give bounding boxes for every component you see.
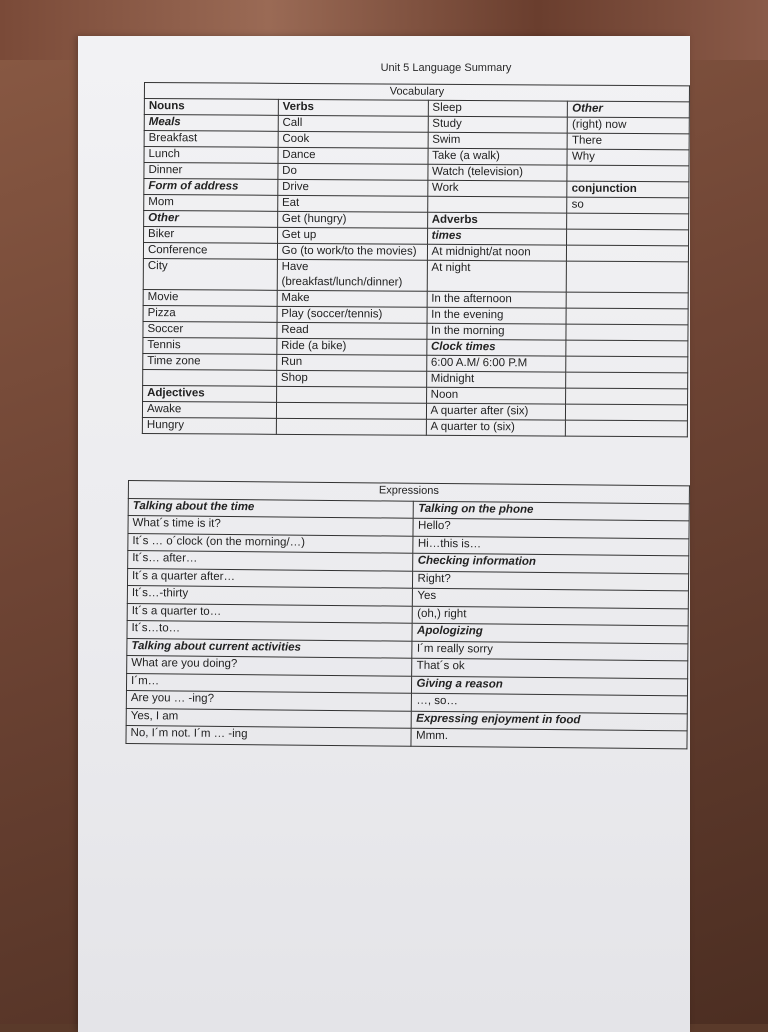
expressions-cell: It´s … o´clock (on the morning/…)	[128, 533, 414, 553]
vocabulary-cell: Ride (a bike)	[277, 338, 427, 355]
expressions-cell: (oh,) right	[413, 606, 689, 626]
vocabulary-cell: Clock times	[426, 339, 566, 356]
vocabulary-cell: Nouns	[144, 99, 278, 116]
expressions-cell: What´s time is it?	[128, 516, 414, 536]
expressions-cell: Hello?	[413, 518, 689, 538]
vocabulary-row	[143, 258, 688, 292]
vocabulary-cell: Cook	[278, 131, 428, 148]
vocabulary-cell: Adjectives	[143, 385, 277, 402]
vocabulary-cell: Have (breakfast/lunch/dinner)	[277, 259, 427, 291]
vocabulary-cell: Noon	[426, 387, 566, 404]
vocabulary-cell: Soccer	[143, 321, 277, 338]
vocabulary-cell: Eat	[277, 195, 427, 212]
expressions-cell: Yes, I am	[126, 708, 412, 728]
vocabulary-cell: Swim	[428, 132, 568, 149]
expressions-cell: That´s ok	[412, 658, 688, 678]
vocabulary-cell: Sleep	[428, 100, 568, 117]
vocabulary-cell: Get (hungry)	[277, 211, 427, 228]
expressions-cell: It´s a quarter to…	[127, 603, 413, 623]
vocabulary-cell: Awake	[142, 401, 276, 418]
vocabulary-cell: A quarter after (six)	[426, 403, 566, 420]
vocabulary-cell: A quarter to (six)	[426, 419, 566, 436]
expressions-cell: Are you … -ing?	[126, 690, 412, 710]
vocabulary-cell: Verbs	[278, 99, 428, 116]
vocabulary-cell: Hungry	[142, 417, 276, 434]
vocabulary-cell	[567, 261, 689, 293]
vocabulary-caption: Vocabulary	[144, 83, 689, 102]
vocabulary-cell	[566, 372, 688, 389]
vocabulary-cell: Go (to work/to the movies)	[277, 243, 427, 260]
vocabulary-cell: In the afternoon	[427, 291, 567, 308]
vocabulary-cell: Conference	[143, 243, 277, 260]
vocabulary-cell: Work	[427, 180, 567, 197]
expressions-cell: Giving a reason	[412, 676, 688, 696]
expressions-cell: I´m really sorry	[412, 641, 688, 661]
expressions-cell: No, I´m not. I´m … -ing	[126, 725, 412, 745]
vocabulary-cell: Mom	[144, 195, 278, 212]
vocabulary-cell: times	[427, 228, 567, 245]
vocabulary-cell	[566, 324, 688, 341]
vocabulary-cell: so	[567, 197, 689, 214]
vocabulary-cell: Midnight	[426, 371, 566, 388]
vocabulary-cell	[276, 402, 426, 419]
expressions-body	[126, 481, 689, 749]
expressions-cell: Mmm.	[411, 728, 687, 748]
vocabulary-cell: Lunch	[144, 147, 278, 164]
vocabulary-cell: In the morning	[427, 323, 567, 340]
expressions-cell: It´s a quarter after…	[127, 568, 413, 588]
expressions-cell: Talking about the time	[128, 498, 414, 518]
vocabulary-cell: Run	[276, 354, 426, 371]
expressions-cell: Apologizing	[412, 623, 688, 643]
vocabulary-cell	[566, 308, 688, 325]
vocabulary-cell: Other	[144, 211, 278, 228]
vocabulary-cell	[567, 245, 689, 262]
vocabulary-body	[142, 83, 689, 437]
paper-sheet	[78, 36, 690, 1032]
vocabulary-cell: Form of address	[144, 179, 278, 196]
expressions-cell: What are you doing?	[127, 655, 413, 675]
vocabulary-cell: City	[143, 258, 277, 290]
vocabulary-cell: Dance	[278, 147, 428, 164]
vocabulary-cell: Get up	[277, 227, 427, 244]
expressions-cell: Expressing enjoyment in food	[412, 711, 688, 731]
vocabulary-cell	[566, 404, 688, 421]
expressions-cell: Hi…this is…	[413, 536, 689, 556]
vocabulary-cell	[566, 420, 688, 437]
vocabulary-cell: Pizza	[143, 305, 277, 322]
vocabulary-cell: (right) now	[568, 117, 690, 134]
vocabulary-cell: At night	[427, 260, 567, 292]
vocabulary-cell	[566, 356, 688, 373]
vocabulary-cell	[566, 340, 688, 357]
expressions-cell: Yes	[413, 588, 689, 608]
vocabulary-row	[142, 417, 687, 436]
vocabulary-cell: conjunction	[567, 181, 689, 198]
vocabulary-cell	[143, 369, 277, 386]
expressions-cell: I´m…	[126, 673, 412, 693]
vocabulary-cell: Adverbs	[427, 212, 567, 229]
expressions-cell: Talking about current activities	[127, 638, 413, 658]
vocabulary-cell: In the evening	[427, 307, 567, 324]
vocabulary-cell: Do	[278, 163, 428, 180]
vocabulary-cell: Study	[428, 116, 568, 133]
vocabulary-cell: Call	[278, 115, 428, 132]
vocabulary-cell: Make	[277, 290, 427, 307]
vocabulary-cell	[567, 213, 689, 230]
vocabulary-cell: Tennis	[143, 337, 277, 354]
vocabulary-cell: There	[567, 133, 689, 150]
vocabulary-cell: Meals	[144, 115, 278, 132]
expressions-caption: Expressions	[128, 481, 689, 504]
vocabulary-cell: Drive	[278, 179, 428, 196]
vocabulary-cell: Time zone	[143, 353, 277, 370]
vocabulary-cell	[566, 388, 688, 405]
vocabulary-cell: Why	[567, 149, 689, 166]
vocabulary-cell: Read	[277, 322, 427, 339]
expressions-cell: It´s…to…	[127, 620, 413, 640]
vocabulary-cell: Take (a walk)	[428, 148, 568, 165]
vocabulary-cell: Shop	[276, 370, 426, 387]
vocabulary-cell: Breakfast	[144, 131, 278, 148]
expressions-cell: It´s…-thirty	[127, 585, 413, 605]
vocabulary-cell: 6:00 A.M/ 6:00 P.M	[426, 355, 566, 372]
vocabulary-cell	[427, 196, 567, 213]
vocabulary-cell	[567, 165, 689, 182]
vocabulary-cell: At midnight/at noon	[427, 244, 567, 261]
vocabulary-cell: Movie	[143, 289, 277, 306]
expressions-cell: …, so…	[412, 693, 688, 713]
expressions-table	[125, 480, 690, 749]
vocabulary-cell	[567, 229, 689, 246]
vocabulary-cell: Play (soccer/tennis)	[277, 306, 427, 323]
vocabulary-cell: Other	[568, 101, 690, 118]
expressions-cell: Talking on the phone	[414, 501, 690, 521]
vocabulary-cell: Watch (television)	[427, 164, 567, 181]
vocabulary-cell	[566, 292, 688, 309]
expressions-cell: It´s… after…	[128, 551, 414, 571]
vocabulary-cell	[276, 386, 426, 403]
vocabulary-table	[142, 82, 690, 437]
expressions-cell: Right?	[413, 571, 689, 591]
page-title: Unit 5 Language Summary	[380, 62, 512, 74]
vocabulary-cell: Biker	[144, 227, 278, 244]
vocabulary-cell	[276, 418, 426, 435]
vocabulary-cell: Dinner	[144, 163, 278, 180]
expressions-cell: Checking information	[413, 553, 689, 573]
